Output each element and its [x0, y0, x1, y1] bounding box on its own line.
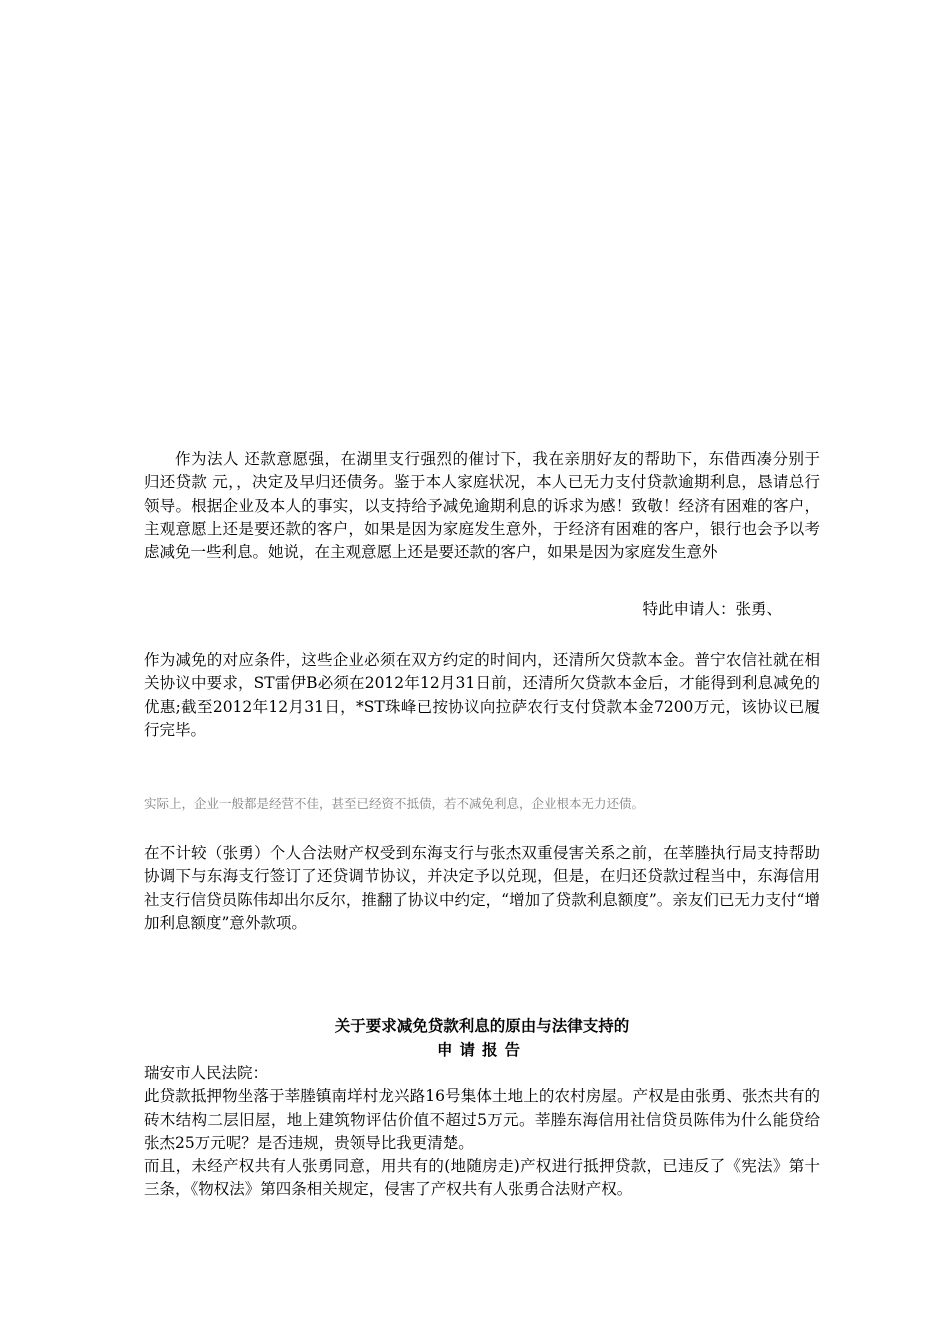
applicant-signature: 特此申请人：张勇、: [642, 600, 782, 618]
report-body: [144, 1062, 820, 1202]
body-paragraph-3: 在不计较（张勇）个人合法财产权受到东海支行与张杰双重侵害关系之前，在莘塍执行局支持帮助协调下与东海支行签订了还贷调节协议，并决定予以兑现，但是，在归还贷款过程当中，东海信用社支行信贷员陈伟却出尔反尔，推翻了协议中约定，“增加了贷款利息额度”。亲友们已无力支付“增加利息额度”意外款项。: [144, 844, 820, 932]
addressee: 瑞安市人民法院：: [144, 1064, 269, 1082]
body-paragraph-2: 作为减免的对应条件，这些企业必须在双方约定的时间内，还清所欠贷款本金。普宁农信社就在相关协议中要求，ST雷伊B必须在2012年12月31日前，还清所欠贷款本金后，才能得到利息减免的优惠;截至2012年12月31日，*ST珠峰已按协议向拉萨农行支付贷款本金7200万元，该协议已履行完毕。: [144, 651, 820, 739]
grey-note: 实际上，企业一般都是经营不佳，甚至已经资不抵债，若不减免利息，企业根本无力还债。: [144, 796, 645, 811]
body-paragraph-1: 作为法人 还款意愿强，在湖里支行强烈的催讨下，我在亲朋好友的帮助下，东借西凑分别于 归还贷款 元，，决定及早归还债务。鉴于本人家庭状况，本人已无力支付贷款逾期利息，恳请总行领导。根据企业及本人的事实，以支持给予减免逾期利息的诉求为感！致敬！经济有困难的客户，主观意愿上还是要还款的客户，如果是因为家庭发生意外，于经济有困难的客户，银行也会予以考虑减免一些利息。她说，在主观意愿上还是要还款的客户，如果是因为家庭发生意外: [144, 450, 820, 562]
report-paragraph-2: 而且，未经产权共有人张勇同意，用共有的(地随房走)产权进行抵押贷款，已违反了《宪法》第十三条，《物权法》第四条相关规定，侵害了产权共有人张勇合法财产权。: [144, 1157, 820, 1199]
report-title-line-2: 申请报告: [437, 1040, 527, 1059]
report-paragraph-1: 此贷款抵押物坐落于莘塍镇南垟村龙兴路16号集体土地上的农村房屋。产权是由张勇、张杰共有的砖木结构二层旧屋，地上建筑物评估价值不超过5万元。莘塍东海信用社信贷员陈伟为什么能贷给张杰25万元呢？是否违规，贵领导比我更清楚。: [144, 1087, 820, 1152]
report-title-line-1: 关于要求减免贷款利息的原由与法律支持的: [334, 1016, 630, 1035]
